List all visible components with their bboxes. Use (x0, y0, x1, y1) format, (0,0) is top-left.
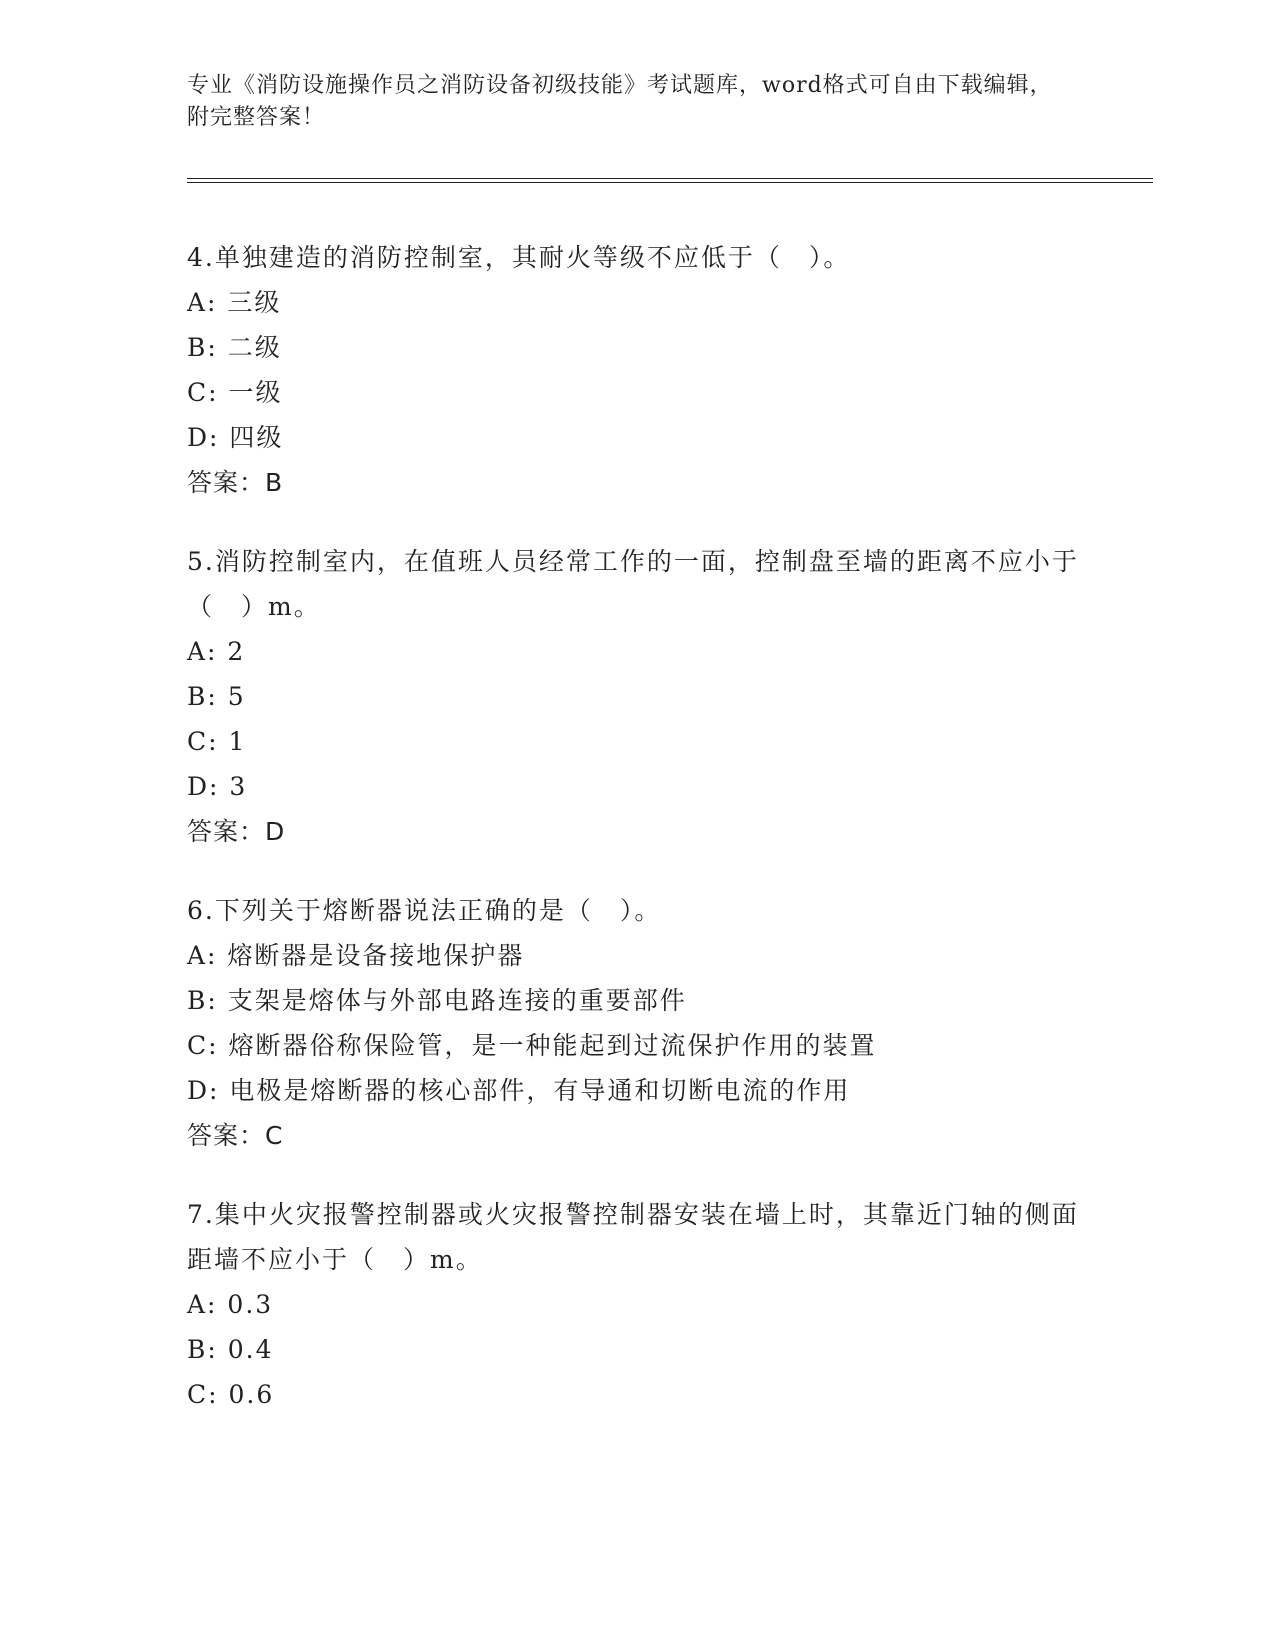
question-6 (187, 888, 1087, 1158)
question-list (187, 235, 1087, 1451)
option-a: A: 0.3 (187, 1290, 274, 1319)
answer: 答案：B (187, 468, 284, 497)
option-a: A: 熔断器是设备接地保护器 (187, 941, 525, 970)
question-text: 4.单独建造的消防控制室，其耐火等级不应低于（ ）。 (187, 243, 851, 272)
option-d: D: 四级 (187, 423, 284, 452)
document-header: 专业《消防设施操作员之消防设备初级技能》考试题库，word格式可自由下载编辑，附完整答案！ (187, 73, 1053, 130)
answer: 答案：D (187, 817, 286, 846)
option-b: B: 5 (187, 682, 246, 711)
header-divider-top (187, 178, 1153, 179)
option-a: A: 2 (187, 637, 246, 666)
option-b: B: 0.4 (187, 1335, 274, 1364)
option-a: A: 三级 (187, 288, 282, 317)
question-text: 7.集中火灾报警控制器或火灾报警控制器安装在墙上时，其靠近门轴的侧面距墙不应小于（ ）m。 (187, 1200, 1079, 1274)
option-c: C: 熔断器俗称保险管，是一种能起到过流保护作用的装置 (187, 1031, 877, 1060)
option-b: B: 支架是熔体与外部电路连接的重要部件 (187, 986, 687, 1015)
question-5 (187, 539, 1087, 854)
option-c: C: 0.6 (187, 1380, 275, 1409)
question-4 (187, 235, 1087, 505)
option-c: C: 1 (187, 727, 247, 756)
option-b: B: 二级 (187, 333, 282, 362)
answer: 答案：C (187, 1121, 284, 1150)
header-divider-bottom (187, 182, 1153, 183)
question-text: 5.消防控制室内，在值班人员经常工作的一面，控制盘至墙的距离不应小于（ ）m。 (187, 547, 1079, 621)
question-7 (187, 1192, 1087, 1417)
option-d: D: 电极是熔断器的核心部件，有导通和切断电流的作用 (187, 1076, 851, 1105)
question-text: 6.下列关于熔断器说法正确的是（ ）。 (187, 896, 662, 925)
option-c: C: 一级 (187, 378, 283, 407)
option-d: D: 3 (187, 772, 248, 801)
